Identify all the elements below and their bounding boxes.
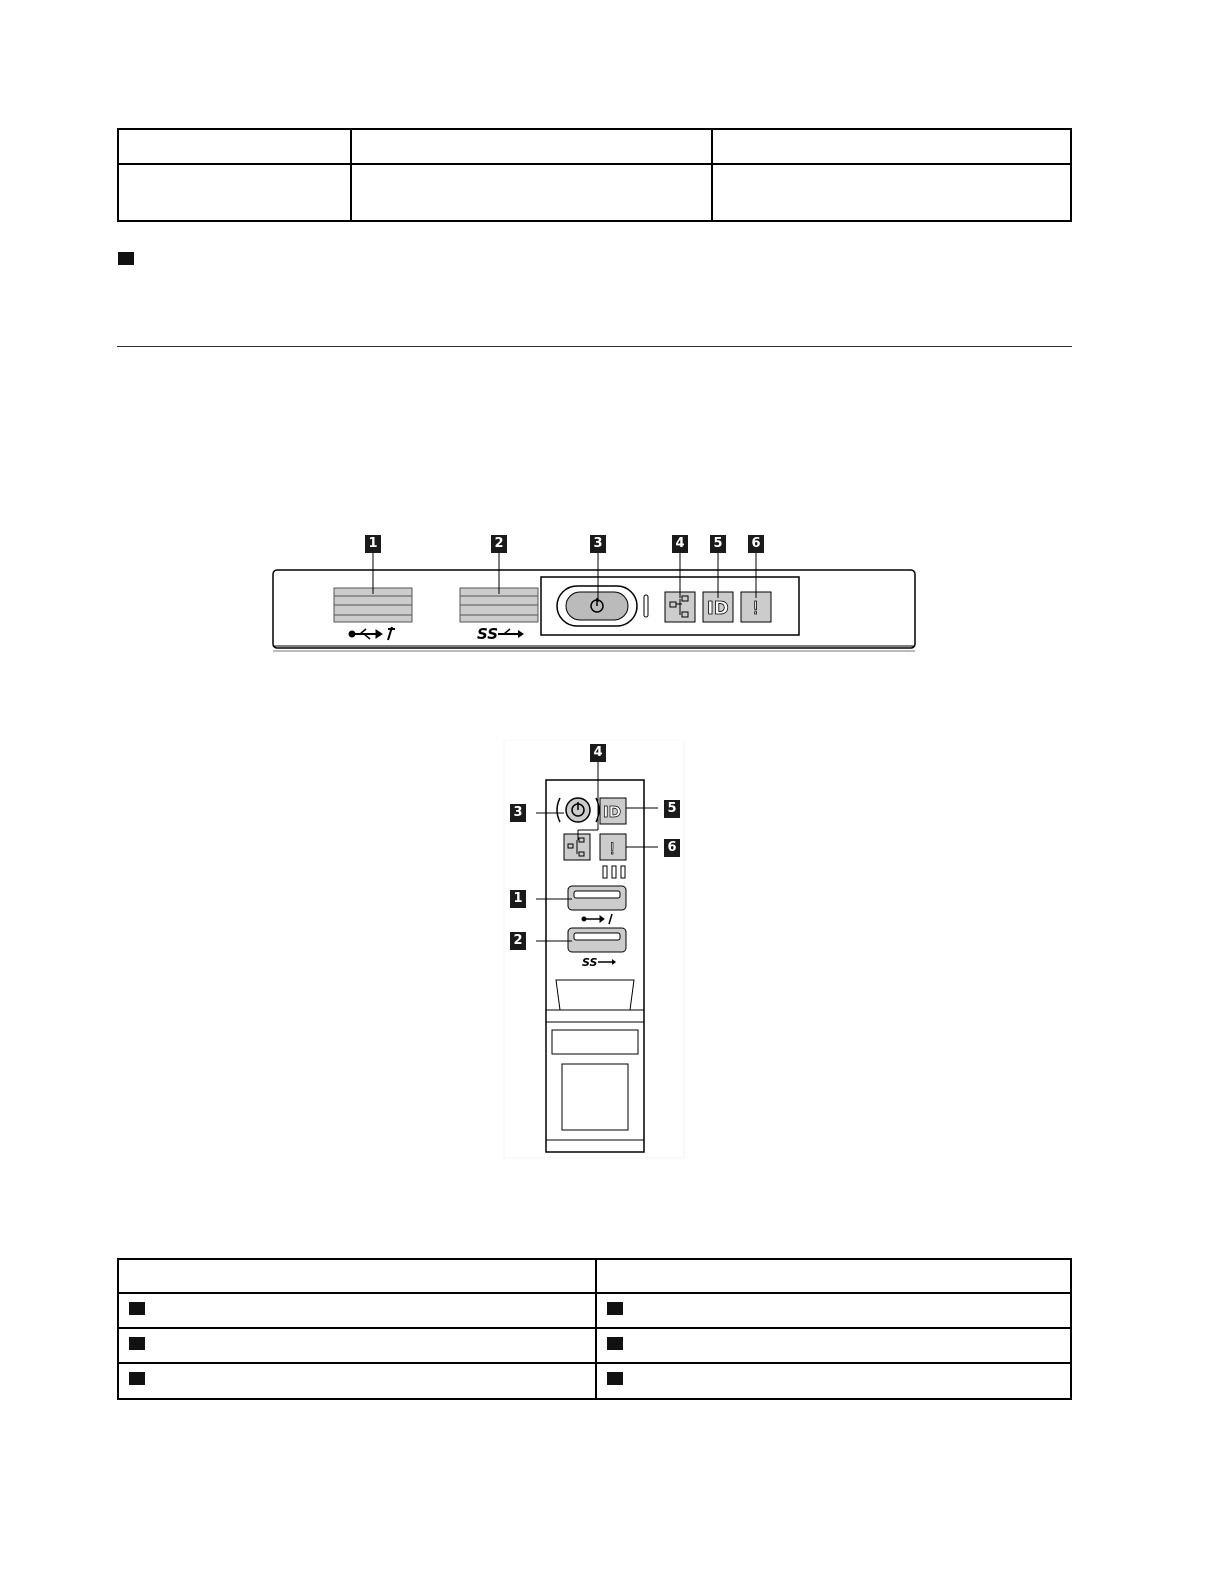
bottom-table-row <box>118 1293 596 1328</box>
callout-4: 4 <box>672 535 688 553</box>
usb-port-2-vertical <box>568 928 626 952</box>
bottom-table-row <box>118 1363 596 1399</box>
callout-marker <box>607 1372 623 1385</box>
callout-marker <box>129 1372 145 1385</box>
top-table-cell <box>351 129 712 164</box>
svg-text:!: ! <box>752 598 760 619</box>
callout-marker <box>607 1337 623 1350</box>
callout-1: 1 <box>365 535 381 553</box>
section-divider <box>117 346 1072 347</box>
bottom-table-row <box>596 1328 1071 1363</box>
svg-text:ID: ID <box>707 598 729 619</box>
top-table-cell <box>351 164 712 221</box>
bottom-table-row <box>596 1293 1071 1328</box>
bottom-table-cell <box>118 1259 596 1293</box>
callout-marker <box>129 1337 145 1350</box>
bottom-table <box>117 1258 1072 1400</box>
network-led-vertical <box>564 834 590 860</box>
callout-v-6: 6 <box>664 839 680 857</box>
callout-v-1: 1 <box>510 890 526 908</box>
callout-5: 5 <box>710 535 726 553</box>
svg-text:SS: SS <box>582 956 598 969</box>
bottom-table-row <box>596 1363 1071 1399</box>
usb-port-1-vertical <box>568 886 626 910</box>
svg-text:!: ! <box>609 839 616 858</box>
callout-marker <box>118 252 134 265</box>
callout-v-5: 5 <box>664 800 680 818</box>
top-table <box>117 128 1072 222</box>
svg-text:ID: ID <box>603 803 622 821</box>
callout-marker <box>607 1302 623 1315</box>
callout-2: 2 <box>491 535 507 553</box>
top-table-cell <box>118 129 351 164</box>
top-table-cell <box>712 129 1071 164</box>
callout-3: 3 <box>590 535 606 553</box>
callout-v-4: 4 <box>590 744 606 762</box>
power-button <box>566 592 628 620</box>
top-table-cell <box>118 164 351 221</box>
error-led-vertical <box>600 834 626 860</box>
callout-v-3: 3 <box>510 804 526 822</box>
top-table-cell <box>712 164 1071 221</box>
svg-text:SS: SS <box>477 625 499 643</box>
callout-marker <box>129 1302 145 1315</box>
front-io-vertical-illustration <box>500 740 690 1160</box>
callout-v-2: 2 <box>510 932 526 950</box>
id-button-vertical <box>600 798 626 824</box>
bottom-table-cell <box>596 1259 1071 1293</box>
callout-6: 6 <box>748 535 764 553</box>
bottom-table-row <box>118 1328 596 1363</box>
